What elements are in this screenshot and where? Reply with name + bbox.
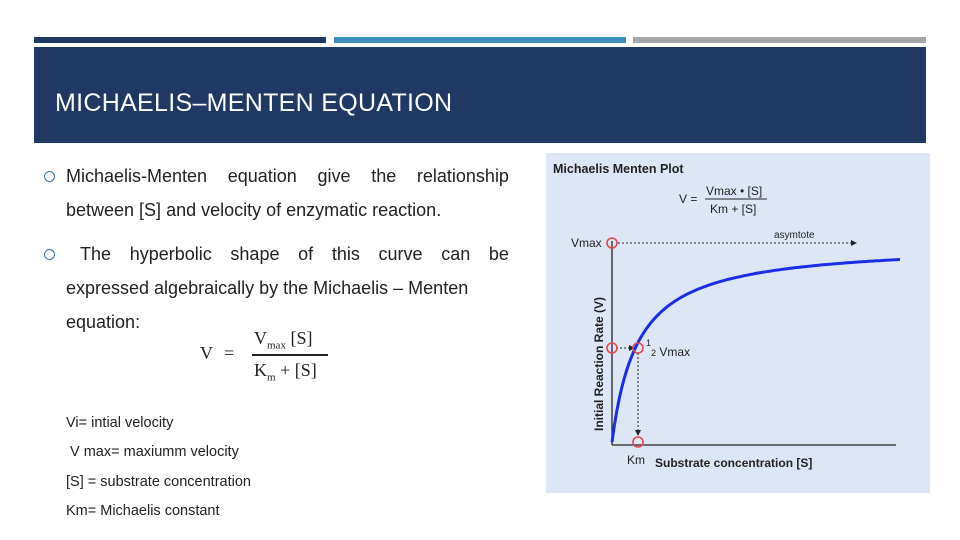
bullet-1-line-2: between [S] and velocity of enzymatic reaction. bbox=[66, 200, 442, 220]
equation-numerator: $V_{max}$ [S] bbox=[254, 328, 313, 352]
plot-title: Michaelis Menten Plot bbox=[553, 162, 684, 176]
definition-vmax: V max= maxiumm velocity bbox=[66, 444, 239, 460]
km-label: Km bbox=[627, 453, 645, 467]
bullet-word: give bbox=[317, 166, 351, 186]
bullet-word: shape bbox=[230, 244, 280, 264]
title-band bbox=[34, 47, 926, 143]
equation-denominator: $K_m + [S]$ bbox=[254, 360, 317, 384]
half-vmax-label: 2 Vmax bbox=[651, 345, 691, 359]
bullet-ring-icon bbox=[44, 249, 55, 260]
bullet-word: hyperbolic bbox=[129, 244, 212, 264]
bullet-word: Michaelis-Menten bbox=[66, 166, 208, 186]
bullet-word: the bbox=[371, 166, 397, 186]
accent-bar-blue bbox=[334, 37, 626, 43]
bullet-1-line-1 bbox=[66, 166, 509, 187]
half-vmax-num: 1 bbox=[646, 338, 652, 348]
definition-vi: Vi= intial velocity bbox=[66, 415, 174, 431]
bullet-word: be bbox=[488, 244, 509, 264]
accent-bar-gray bbox=[633, 37, 926, 43]
bullet-word: The bbox=[80, 244, 112, 264]
bullet-word: equation bbox=[227, 166, 297, 186]
michaelis-menten-equation bbox=[196, 326, 336, 388]
plot-formula-lhs: V = bbox=[679, 192, 698, 206]
plot-formula-numerator: Vmax • [S] bbox=[706, 184, 763, 198]
michaelis-menten-plot bbox=[546, 153, 930, 493]
bullet-word: of bbox=[298, 244, 314, 264]
slide-title: MICHAELIS–MENTEN EQUATION bbox=[55, 89, 453, 117]
fraction-line bbox=[252, 354, 328, 356]
bullet-word: relationship bbox=[416, 166, 509, 186]
bullet-ring-icon bbox=[44, 171, 55, 182]
plot-formula-denominator: Km + [S] bbox=[710, 202, 757, 216]
equation-equals: = bbox=[224, 343, 235, 363]
definition-km: Km= Michaelis constant bbox=[66, 503, 220, 519]
bullet-2-line-1 bbox=[80, 244, 509, 265]
bullet-word: can bbox=[441, 244, 471, 264]
x-axis-label: Substrate concentration [S] bbox=[655, 456, 813, 470]
vmax-label: Vmax bbox=[571, 236, 602, 250]
accent-bar-dark bbox=[34, 37, 326, 43]
plot-svg bbox=[546, 153, 930, 493]
bullet-word: this bbox=[331, 244, 360, 264]
bullet-2-line-3: equation: bbox=[66, 312, 141, 332]
y-axis-label: Initial Reaction Rate (V) bbox=[592, 296, 606, 431]
asymptote-label: asymtote bbox=[774, 230, 815, 241]
equation-lhs: V bbox=[200, 343, 213, 363]
bullet-2-line-2: expressed algebraically by the Michaelis – Menten bbox=[66, 278, 469, 298]
definition-s: [S] = substrate concentration bbox=[66, 474, 251, 490]
bullet-word: curve bbox=[378, 244, 423, 264]
